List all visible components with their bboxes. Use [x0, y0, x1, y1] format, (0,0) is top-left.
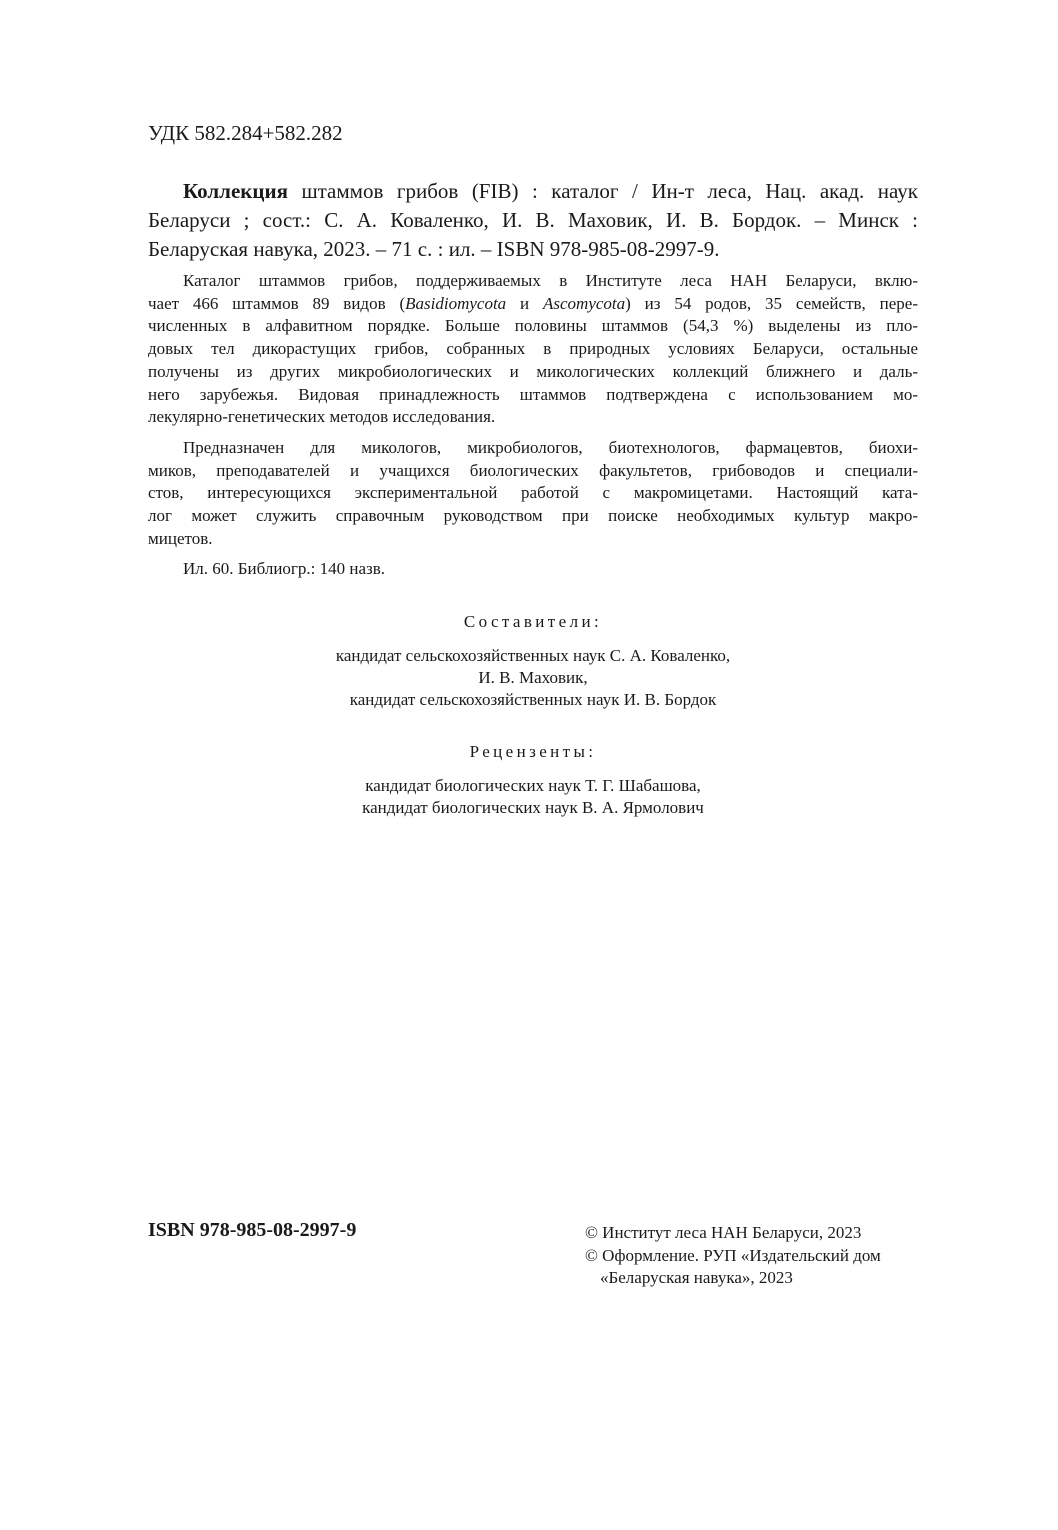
- annotation-line: лог может служить справочным руководством при поиске необходимых культур макро-: [148, 506, 918, 526]
- annotation: [148, 270, 918, 589]
- annotation-paragraph-3: [148, 558, 918, 581]
- compilers-heading: Составители:: [463, 612, 603, 631]
- copyright-line: «Беларуская навука», 2023: [600, 1268, 793, 1287]
- illustrations-bibliography: Ил. 60. Библиогр.: 140 назв.: [183, 559, 386, 579]
- biblio-line-2: Беларуси ; сост.: С. А. Коваленко, И. В. Маховик, И. В. Бордок. – Минск :: [148, 208, 918, 232]
- annotation-paragraph-2: [148, 437, 918, 551]
- annotation-line: довых тел дикорастущих грибов, собранных в природных условиях Беларуси, остальные: [148, 339, 918, 359]
- annotation-line: миков, преподавателей и учащихся биологических факультетов, грибоводов и специали-: [148, 460, 918, 480]
- udk-code: УДК 582.284+582.282: [148, 121, 343, 145]
- bibliographic-description: [148, 177, 918, 264]
- annotation-line: численных в алфавитном порядке. Больше половины штаммов (54,3 %) выделены из пло-: [148, 316, 918, 336]
- annotation-line: лекулярно-генетических методов исследования.: [148, 407, 496, 427]
- reviewers-section: [148, 741, 918, 819]
- biblio-line-1: [148, 177, 918, 206]
- title-bold-word: Коллекция: [183, 179, 288, 203]
- taxon-name: Ascomycota: [543, 293, 626, 313]
- compiler-line: И. В. Маховик,: [478, 668, 588, 687]
- annotation-line: мицетов.: [148, 528, 213, 548]
- annotation-line: Каталог штаммов грибов, поддерживаемых в Институте леса НАН Беларуси, вклю-: [183, 271, 918, 290]
- compiler-line: кандидат сельскохозяйственных наук С. А. Коваленко,: [335, 646, 731, 665]
- annotation-text: чает 466 штаммов 89 видов (: [148, 293, 406, 313]
- annotation-line: [148, 293, 918, 316]
- copyright-line: © Институт леса НАН Беларуси, 2023: [585, 1223, 862, 1242]
- biblio-line-1-rest: штаммов грибов (FIB) : каталог / Ин-т леса, Нац. акад. наук: [287, 179, 918, 203]
- annotation-text: ) из 54 родов, 35 семейств, пере-: [625, 293, 918, 313]
- biblio-line-3: Беларуская навука, 2023. – 71 с. : ил. – ISBN 978-985-08-2997-9.: [148, 237, 720, 261]
- reviewer-line: кандидат биологических наук В. А. Ярмолович: [362, 798, 704, 817]
- annotation-line: него зарубежья. Видовая принадлежность штаммов подтверждена с использованием мо-: [148, 384, 918, 404]
- annotation-text: и: [506, 293, 543, 313]
- reviewer-line: кандидат биологических наук Т. Г. Шабашова,: [365, 776, 701, 795]
- compilers-section: [148, 611, 918, 711]
- copyright-block: [585, 1222, 881, 1290]
- taxon-name: Basidiomycota: [405, 293, 507, 313]
- reviewers-heading: Рецензенты:: [469, 742, 597, 761]
- isbn: ISBN 978-985-08-2997-9: [148, 1219, 357, 1241]
- annotation-paragraph-1: [148, 270, 918, 429]
- copyright-line: © Оформление. РУП «Издательский дом: [585, 1245, 881, 1265]
- annotation-line: Предназначен для микологов, микробиологов, биотехнологов, фармацевтов, биохи-: [183, 437, 918, 457]
- compiler-line: кандидат сельскохозяйственных наук И. В. Бордок: [349, 690, 717, 709]
- annotation-line: стов, интересующихся экспериментальной работой с макромицетами. Настоящий ката-: [148, 483, 918, 503]
- annotation-line: получены из других микробиологических и микологических коллекций ближнего и даль-: [148, 361, 918, 381]
